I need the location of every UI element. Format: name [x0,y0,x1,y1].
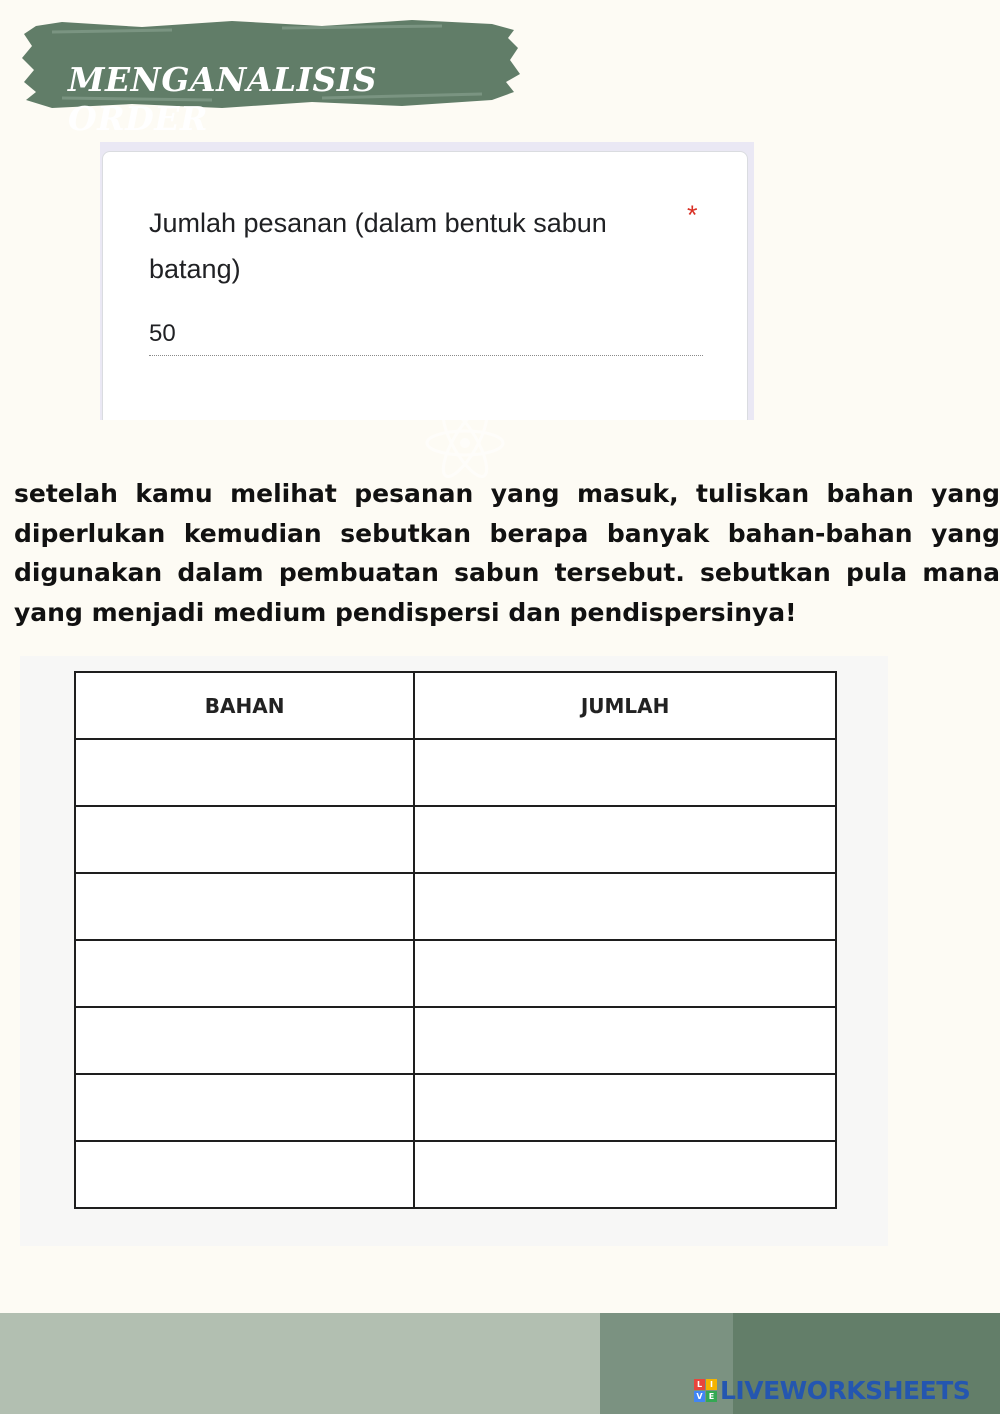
liveworksheets-icon: L I V E [694,1379,717,1402]
jumlah-input-cell[interactable] [414,1074,836,1141]
table-row [75,739,836,806]
jumlah-input-cell[interactable] [414,940,836,1007]
form-answer-value: 50 [149,320,176,347]
bahan-input-cell[interactable] [75,940,414,1007]
table-row [75,1141,836,1208]
bahan-input-cell[interactable] [75,1074,414,1141]
jumlah-input-cell[interactable] [414,1141,836,1208]
table-header-row [75,672,836,739]
column-header-jumlah: JUMLAH [414,672,836,739]
liveworksheets-wordmark: LIVEWORKSHEETS [720,1375,971,1405]
title-banner [22,18,522,138]
column-header-bahan: BAHAN [75,672,414,739]
jumlah-input-cell[interactable] [414,873,836,940]
table-row [75,940,836,1007]
bahan-input-cell[interactable] [75,739,414,806]
form-question-label: Jumlah pesanan (dalam bentuk sabun batang) [149,208,607,284]
table-row [75,873,836,940]
bahan-input-cell[interactable] [75,1141,414,1208]
table-row [75,1007,836,1074]
jumlah-input-cell[interactable] [414,1007,836,1074]
form-answer-underline [149,355,703,356]
table-row [75,806,836,873]
table-row [75,1074,836,1141]
instruction-text: setelah kamu melihat pesanan yang masuk, tuliskan bahan yang diperlukan kemudian sebutkan berapa banyak bahan-bahan yang digunakan dalam pembuatan sabun tersebut. sebutkan pula mana yang menjadi medium pendispersi dan pendispersinya! [14,479,1000,627]
jumlah-input-cell[interactable] [414,806,836,873]
atom-icon [420,408,510,482]
bahan-input-cell[interactable] [75,806,414,873]
bahan-input-cell[interactable] [75,873,414,940]
jumlah-input-cell[interactable] [414,739,836,806]
bahan-input-cell[interactable] [75,1007,414,1074]
page-title: MENGANALISIS ORDER [68,60,378,138]
footer-band-light [0,1313,600,1414]
materials-table [74,671,837,1209]
required-asterisk: * [687,200,698,230]
liveworksheets-logo[interactable] [694,1376,970,1404]
form-question-card [102,151,748,427]
